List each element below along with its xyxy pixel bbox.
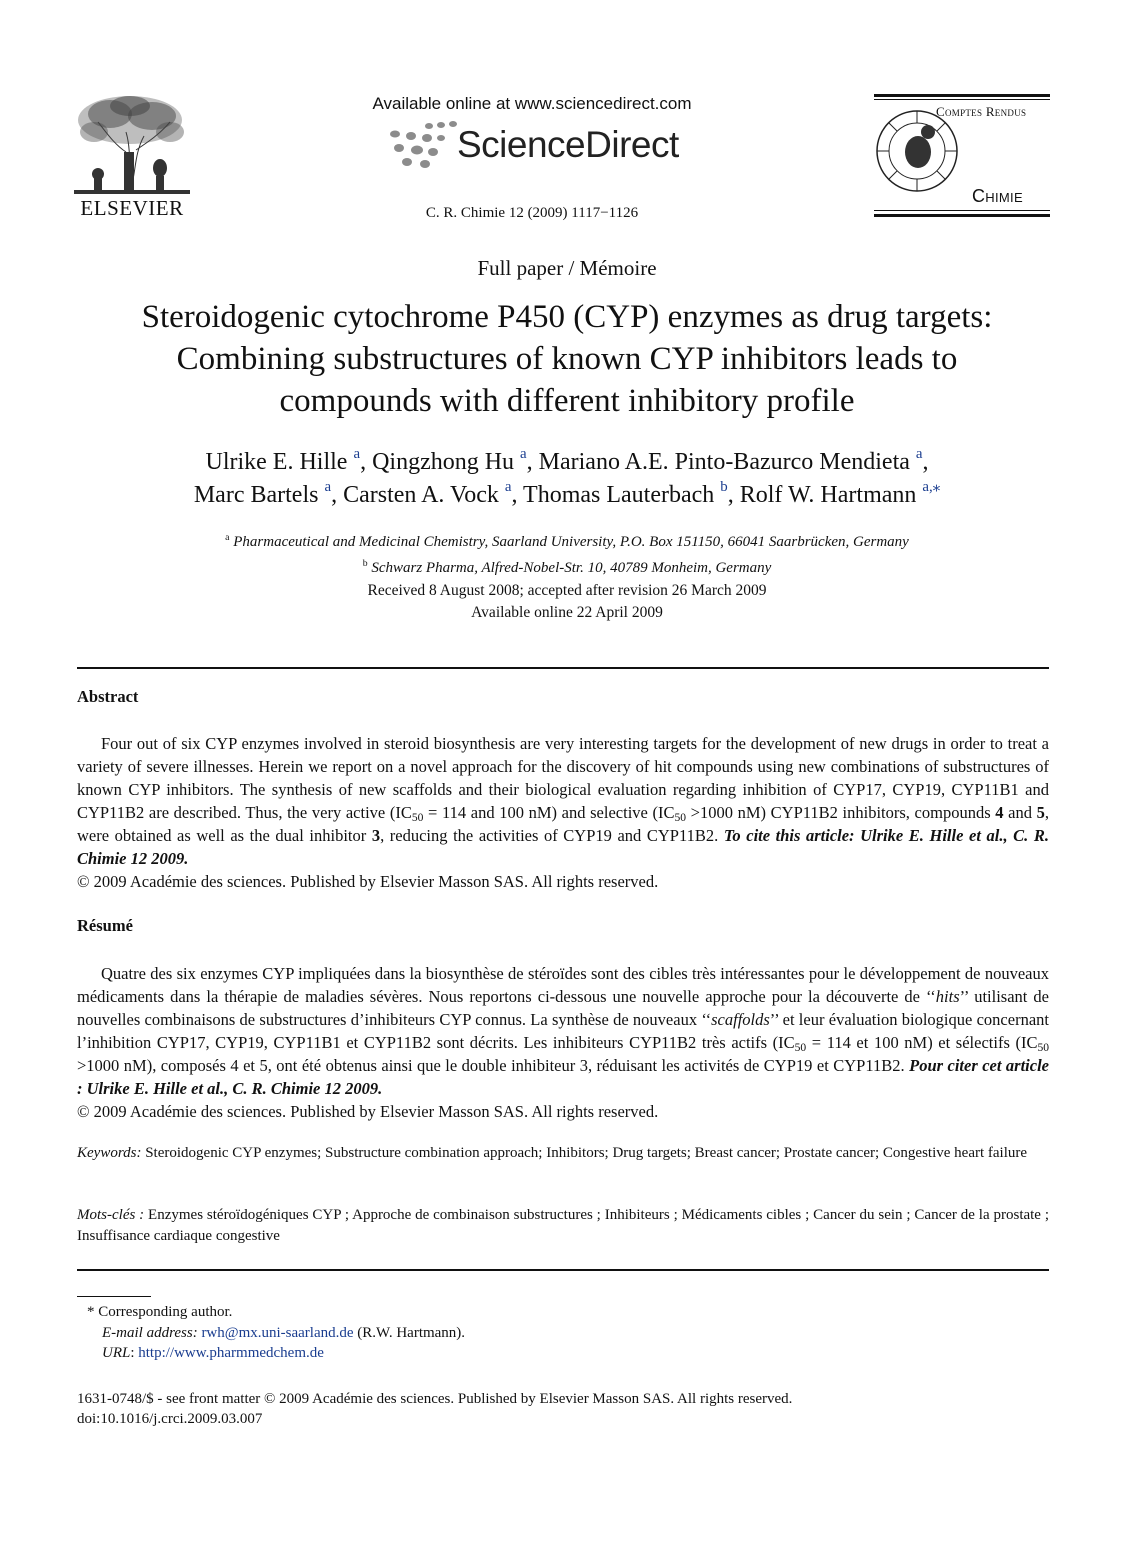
email-link[interactable]: rwh@mx.uni-saarland.de (201, 1325, 354, 1341)
issn-line: 1631-0748/$ - see front matter © 2009 Académie des sciences. Published by Elsevier Masson SAS. All rights reserved. (77, 1391, 793, 1407)
sciencedirect-logo[interactable] (385, 118, 685, 174)
keywords-label: Keywords: (77, 1145, 142, 1161)
divider (77, 667, 1049, 669)
affiliation-b: $^b$ Schwarz Pharma, Alfred-Nobel-Str. 10, 40789 Monheim, Germany (362, 558, 772, 576)
academie-seal-icon (874, 108, 960, 194)
title-line-1: Steroidogenic cytochrome P450 (CYP) enzymes as drug targets: (141, 299, 993, 335)
article-type: Full paper / Mémoire (477, 256, 657, 280)
resume-body: Quatre des six enzymes CYP impliquées dans la biosynthèse de stéroïdes sont des cibles très intéressantes pour le développement de nouveaux médicaments dans la thérapie de maladies sévères. Nous reportons ci-dessous une nouvelle approche pour la découverte de ‘‘hits’’ utilisant de nouvelles combinaisons de substructures d’inhibiteurs CYP connus. La synthèse de nouveaux ‘‘scaffolds’’ et leur évaluation biologique concernant l’inhibition CYP17, CYP19, CYP11B1 et CYP11B2 sont décrits. Les inhibiteurs CYP11B2 très actifs ($IC_{50} = 114$ et 100 nM) et sélectifs ($IC_{50} >1000$ nM), composés 4 et 5, ont été obtenus ainsi que le double inhibiteur 3, réduisant les activités de CYP19 et CYP11B2. Pour citer cet article : Ulrike E. Hille et al., C. R. Chimie 12 2009. © 2009 Académie des sciences. Published by Elsevier Masson SAS. All rights reserved. (77, 964, 1050, 1121)
resume-citation: Pour citer cet article : Ulrike E. Hille et al., C. R. Chimie 12 2009. (77, 1056, 1049, 1098)
abstract-citation: To cite this article: Ulrike E. Hille et al., C. R. Chimie 12 2009. (77, 826, 1049, 868)
author-name: Ulrike E. Hille (205, 449, 348, 475)
author-name: Carsten A. Vock (343, 482, 499, 508)
author-name: Rolf W. Hartmann (739, 482, 917, 508)
resume-copyright: © 2009 Académie des sciences. Published by Elsevier Masson SAS. All rights reserved. (77, 1102, 659, 1121)
mots-cles-label: Mots-clés : (77, 1207, 145, 1223)
affiliations (40, 527, 1094, 579)
received-date: Received 8 August 2008; accepted after revision 26 March 2009 (367, 582, 767, 599)
author-line-1: Ulrike E. Hille $^a$, Qingzhong Hu $^a$, Mariano A.E. Pinto-Bazurco Mendieta $^a$, (205, 445, 929, 475)
comptes-rendus-logo (874, 94, 1050, 220)
url-note: URL: http://www.pharmmedchem.de (102, 1345, 324, 1361)
author-name: Qingzhong Hu (372, 449, 515, 475)
mots-cles-text: Enzymes stéroïdogéniques CYP ; Approche de combinaison substructures ; Inhibiteurs ; Médicaments cibles ; Cancer du sein ; Cancer de la prostate ; Insuffisance cardiaque congestive (77, 1207, 1049, 1244)
article-title (40, 296, 1094, 422)
author-affiliation-link[interactable]: a (324, 478, 332, 495)
title-line-2: Combining substructures of known CYP inhibitors leads to (176, 341, 958, 377)
author-name: Mariano A.E. Pinto-Bazurco Mendieta (538, 449, 910, 475)
doi-line[interactable]: doi:10.1016/j.crci.2009.03.007 (77, 1411, 263, 1427)
keywords (77, 1143, 1049, 1164)
author-affiliation-link[interactable]: a (520, 445, 527, 462)
author-affiliation-link[interactable]: a (504, 478, 512, 495)
author-line-2: Marc Bartels $^a$, Carsten A. Vock $^a$, Thomas Lauterbach $^b$, Rolf W. Hartmann $^{a,⁎}$ (193, 478, 941, 508)
resume-heading: Résumé (77, 916, 133, 935)
title-line-3: compounds with different inhibitory profile (279, 383, 855, 419)
elsevier-wordmark: ELSEVIER (80, 196, 184, 220)
mots-cles (77, 1205, 1049, 1247)
keywords-text: Steroidogenic CYP enzymes; Substructure combination approach; Inhibitors; Drug targets; Breast cancer; Prostate cancer; Congestive heart failure (141, 1145, 1028, 1161)
elsevier-logo (70, 92, 194, 222)
front-matter (77, 1389, 792, 1429)
journal-citation: C. R. Chimie 12 (2009) 1117−1126 (425, 205, 639, 221)
author-affiliation-link[interactable]: a (353, 445, 361, 462)
available-online-text: Available online at www.sciencedirect.com (372, 94, 692, 113)
chimie-label: Chimie (972, 186, 1023, 206)
affiliation-a: $^a$ Pharmaceutical and Medicinal Chemistry, Saarland University, P.O. Box 151150, 66041 Saarbrücken, Germany (225, 532, 909, 550)
corresponding-author-note: * Corresponding author. (87, 1304, 233, 1320)
author-affiliation-link[interactable]: a,⁎ (922, 478, 941, 495)
abstract-body: Four out of six CYP enzymes involved in steroid biosynthesis are very interesting targets for the development of new drugs in order to treat a variety of severe illnesses. Herein we report on a novel approach for the discovery of hit compounds using new combinations of substructures of known CYP inhibitors. The synthesis of new scaffolds and their biological evaluation regarding inhibition of CYP17, CYP19, CYP11B1 and CYP11B2 are described. Thus, the very active ($IC_{50} = 114$ and 100 nM) and selective ($IC_{50} >1000$ nM) CYP11B2 inhibitors, compounds 4 and 5, were obtained as well as the dual inhibitor 3, reducing the activities of CYP19 and CYP11B2. To cite this article: Ulrike E. Hille et al., C. R. Chimie 12 2009. © 2009 Académie des sciences. Published by Elsevier Masson SAS. All rights reserved. (77, 734, 1050, 891)
author-list (40, 446, 1094, 512)
comptes-rendus-label: Comptes Rendus (936, 104, 1027, 119)
article-dates (40, 580, 1094, 624)
abstract-copyright: © 2009 Académie des sciences. Published by Elsevier Masson SAS. All rights reserved. (77, 872, 659, 891)
footnote-rule (77, 1296, 151, 1297)
url-link[interactable]: http://www.pharmmedchem.de (138, 1345, 324, 1361)
author-name: Marc Bartels (193, 482, 319, 508)
divider (77, 1269, 1049, 1271)
author-affiliation-link[interactable]: b (720, 478, 728, 495)
sciencedirect-wordmark: ScienceDirect (457, 124, 679, 165)
email-note: E-mail address: rwh@mx.uni-saarland.de (R.W. Hartmann). (102, 1325, 466, 1341)
available-date: Available online 22 April 2009 (471, 604, 663, 621)
elsevier-tree-icon (70, 92, 194, 198)
author-affiliation-link[interactable]: a (915, 445, 923, 462)
abstract-heading: Abstract (77, 687, 139, 706)
sciencedirect-dots-icon (385, 120, 459, 170)
author-name: Thomas Lauterbach (523, 482, 715, 508)
